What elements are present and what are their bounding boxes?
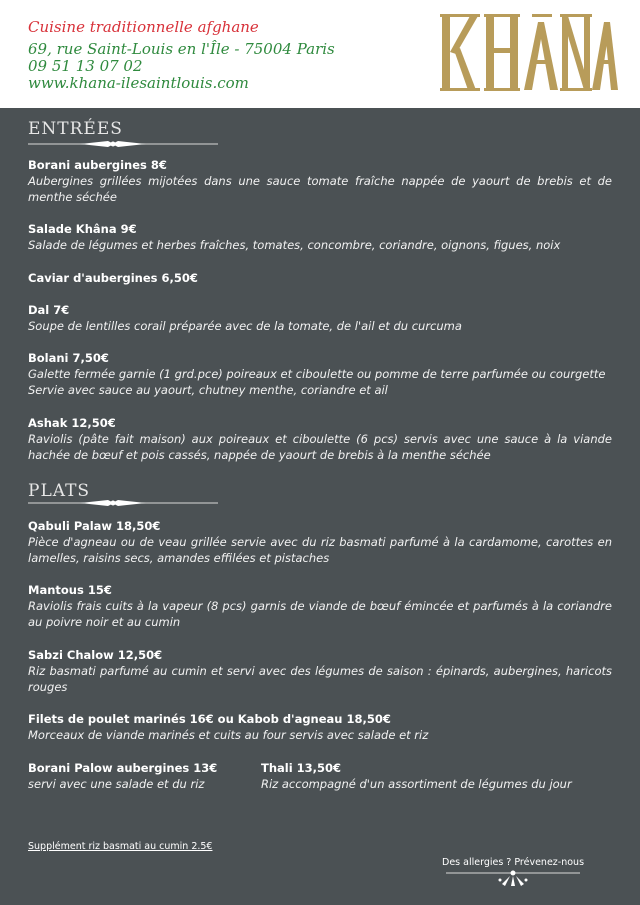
item-description: Morceaux de viande marinés et cuits au four servis avec salade et riz <box>28 728 429 742</box>
item-name: Ashak 12,50€ <box>28 416 116 430</box>
item-name: Bolani 7,50€ <box>28 351 109 365</box>
address: 69, rue Saint-Louis en l'Île - 75004 Paris <box>28 40 335 58</box>
item-name: Borani Palow aubergines 13€ <box>28 761 218 775</box>
item-name: Qabuli Palaw 18,50€ <box>28 519 161 533</box>
menu-item <box>28 270 612 286</box>
menu-item <box>28 647 612 695</box>
allergy-note: Des allergies ? Prévenez-nous <box>442 857 585 868</box>
menu-item <box>28 582 612 630</box>
item-description: Salade de légumes et herbes fraîches, tomates, concombre, coriandre, oignons, figues, noix <box>28 238 561 252</box>
logo-lettering <box>440 12 618 94</box>
item-description: Pièce d'agneau ou de veau grillée servie avec du riz basmati parfumé à la cardamome, carottes en lamelles, raisins secs, amandes effilées et pistaches <box>28 535 612 565</box>
item-description: Raviolis (pâte fait maison) aux poireaux et ciboulette (6 pcs) servis avec une sauce à la viande hachée de bœuf et pois cassés, nappée de yaourt de brebis à la menthe séchée <box>28 432 612 462</box>
menu-item <box>28 157 612 205</box>
item-description: Riz accompagné d'un assortiment de légumes du jour <box>261 777 572 791</box>
item-description: Aubergines grillées mijotées dans une sauce tomate fraîche nappée de yaourt de brebis et de menthe séchée <box>28 174 612 204</box>
section-title-plats: PLATS <box>28 481 91 501</box>
menu-item <box>28 711 612 743</box>
section-title-entrees: ENTRÉES <box>28 119 123 139</box>
item-name: Borani aubergines 8€ <box>28 158 167 172</box>
tagline: Cuisine traditionnelle afghane <box>28 18 259 36</box>
item-description-extra: Servie avec sauce au yaourt, chutney menthe, coriandre et ail <box>28 383 388 397</box>
phone: 09 51 13 07 02 <box>28 57 143 75</box>
item-description: Riz basmati parfumé au cumin et servi avec des légumes de saison : épinards, aubergines, haricots rouges <box>28 664 612 694</box>
menu-item <box>28 350 612 398</box>
menu-item <box>28 302 612 334</box>
item-description: Soupe de lentilles corail préparée avec de la tomate, de l'ail et du curcuma <box>28 319 462 333</box>
website-link[interactable]: www.khana-ilesaintlouis.com <box>28 74 249 92</box>
menu-item <box>28 415 612 463</box>
header <box>0 0 640 108</box>
item-description: Galette fermée garnie (1 grd.pce) poireaux et ciboulette ou pomme de terre parfumée ou courgette <box>28 367 606 381</box>
menu-item <box>28 518 612 566</box>
allergy-ornament <box>446 868 580 888</box>
menu-item <box>28 221 612 253</box>
item-name: Salade Khâna 9€ <box>28 222 137 236</box>
item-description: Raviolis frais cuits à la vapeur (8 pcs) garnis de viande de bœuf émincée et parfumés à la coriandre au poivre noir et au cumin <box>28 599 612 629</box>
item-name: Dal 7€ <box>28 303 70 317</box>
item-name: Sabzi Chalow 12,50€ <box>28 648 163 662</box>
item-name: Thali 13,50€ <box>261 761 342 775</box>
supplement-note: Supplément riz basmati au cumin 2.5€ <box>28 841 213 852</box>
item-name: Filets de poulet marinés 16€ ou Kabob d'agneau 18,50€ <box>28 712 391 726</box>
menu-item <box>28 760 258 792</box>
item-name: Caviar d'aubergines 6,50€ <box>28 271 198 285</box>
khana-logo <box>440 12 618 94</box>
divider-ornament <box>28 497 218 509</box>
item-description: servi avec une salade et du riz <box>28 777 205 791</box>
menu-item <box>261 760 601 792</box>
item-name: Mantous 15€ <box>28 583 112 597</box>
divider-ornament <box>28 138 218 150</box>
